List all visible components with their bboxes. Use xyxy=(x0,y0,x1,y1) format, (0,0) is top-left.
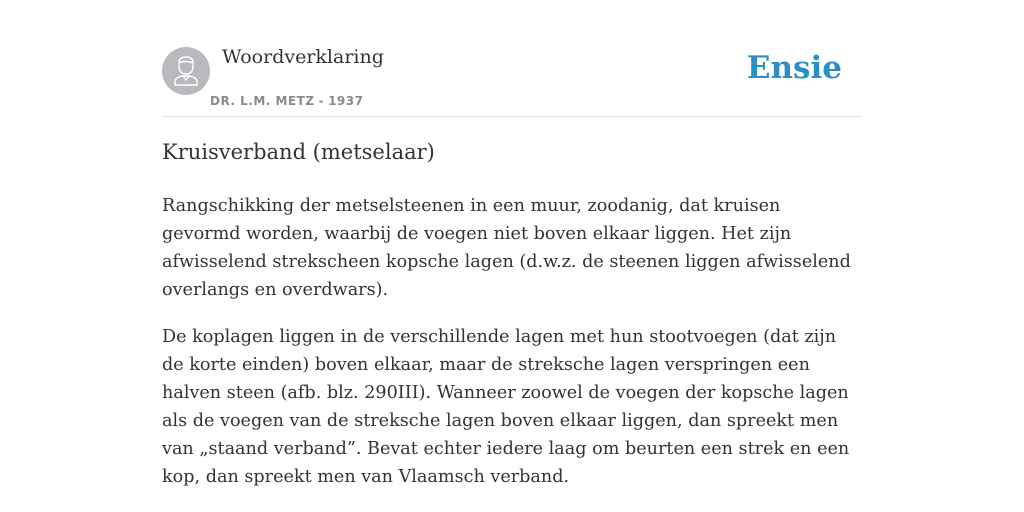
meta-separator: - xyxy=(318,94,325,108)
source-title[interactable]: Woordverklaring xyxy=(222,46,384,68)
source-meta xyxy=(210,94,363,108)
person-icon xyxy=(162,47,210,95)
author[interactable]: DR. L.M. METZ xyxy=(210,94,315,108)
year: 1937 xyxy=(328,94,364,108)
paragraph: Rangschikking der metselsteenen in een muur, zoodanig, dat kruisen gevormd worden, waarbij de voegen niet boven elkaar liggen. Het zijn afwisselend strekscheen kopsche lagen (d.w.z. de steenen liggen afwisselend overlangs en overdwars). xyxy=(162,196,851,300)
source-header xyxy=(162,44,862,117)
ensie-logo[interactable]: Ensie xyxy=(746,50,842,86)
definition-body xyxy=(162,192,862,510)
term-title: Kruisverband (metselaar) xyxy=(162,140,435,164)
paragraph: De koplagen liggen in de verschillende lagen met hun stootvoegen (dat zijn de korte einden) boven elkaar, maar de streksche lagen verspringen een halven steen (afb. blz. 290III). Wanneer zoowel de voegen der kopsche lagen als de voegen van de streksche lagen boven elkaar liggen, dan spreekt men van „staand verband”. Bevat echter iedere laag om beurten een strek en een kop, dan spreekt men van Vlaamsch verband. xyxy=(162,327,850,487)
